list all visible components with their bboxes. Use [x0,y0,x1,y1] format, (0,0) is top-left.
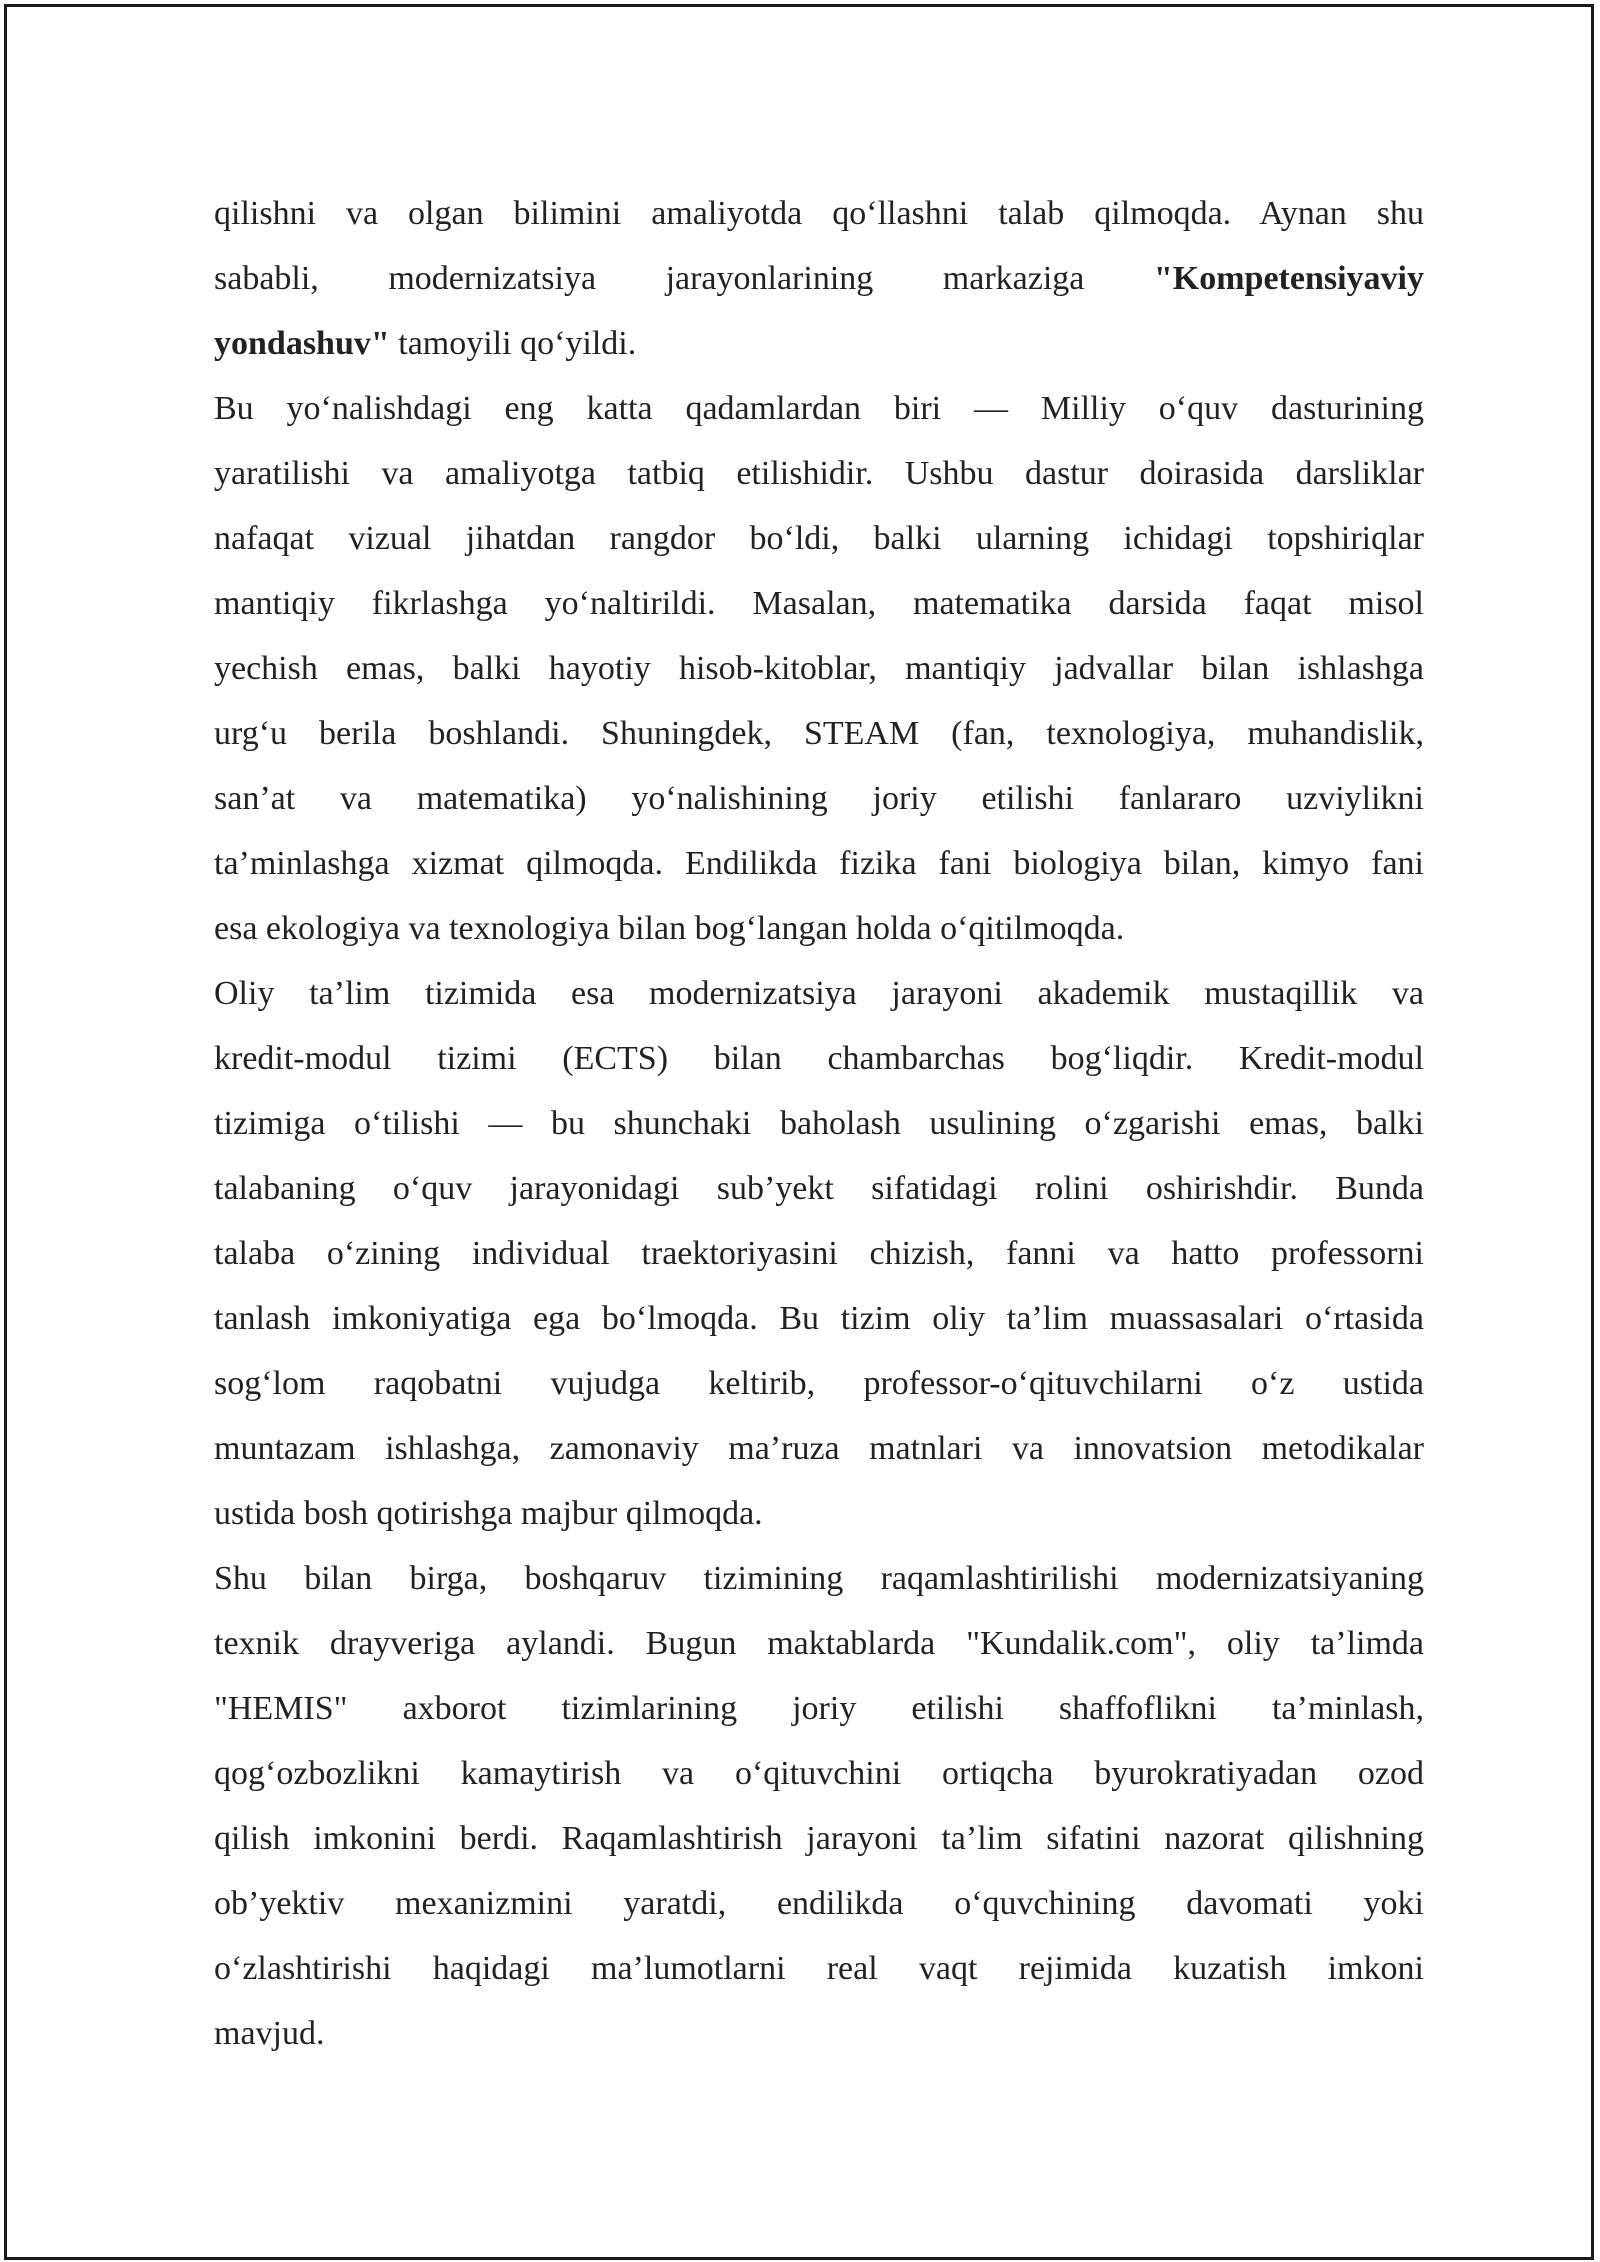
text-line [214,701,1424,766]
text-line [214,1936,1424,2001]
text-line [214,1286,1424,1351]
text-line [214,961,1424,1026]
text-line [214,1611,1424,1676]
text-run: Shu bilan birga, boshqaruv tizimining raqamlashtirilishi modernizatsiyaning [214,1560,1424,1597]
paragraph [214,961,1424,1546]
text-run: tizimiga o‘tilishi — bu shunchaki baholash usulining o‘zgarishi emas, balki [214,1105,1424,1142]
text-line [214,1091,1424,1156]
text-line [214,571,1424,636]
text-run: talaba o‘zining individual traektoriyasini chizish, fanni va hatto professorni [214,1235,1424,1272]
text-line [214,831,1424,896]
text-line [214,311,1424,376]
text-run: qilish imkonini berdi. Raqamlashtirish jarayoni ta’lim sifatini nazorat qilishning [214,1820,1424,1857]
text-line [214,1351,1424,1416]
text-run: "HEMIS" axborot tizimlarining joriy etilishi shaffoflikni ta’minlash, [214,1690,1424,1727]
text-run: urg‘u berila boshlandi. Shuningdek, STEAM (fan, texnologiya, muhandislik, [214,715,1424,752]
text-line [214,1871,1424,1936]
text-run: yechish emas, balki hayotiy hisob-kitoblar, mantiqiy jadvallar bilan ishlashga [214,650,1424,687]
text-line [214,896,1424,961]
text-line [214,766,1424,831]
text-line [214,1026,1424,1091]
text-run: tanlash imkoniyatiga ega bo‘lmoqda. Bu tizim oliy ta’lim muassasalari o‘rtasida [214,1300,1424,1337]
text-run: esa ekologiya va texnologiya bilan bog‘langan holda o‘qitilmoqda. [214,910,1125,947]
text-run: sababli, modernizatsiya jarayonlarining markaziga [214,260,1154,297]
text-line [214,1676,1424,1741]
text-line [214,506,1424,571]
text-run: ustida bosh qotirishga majbur qilmoqda. [214,1495,763,1532]
text-run: muntazam ishlashga, zamonaviy ma’ruza matnlari va innovatsion metodikalar [214,1430,1424,1467]
text-run: mantiqiy fikrlashga yo‘naltirildi. Masalan, matematika darsida faqat misol [214,585,1424,622]
paragraph [214,1546,1424,2066]
text-line [214,1741,1424,1806]
text-run: Oliy ta’lim tizimida esa modernizatsiya jarayoni akademik mustaqillik va [214,975,1424,1012]
text-run: yaratilishi va amaliyotga tatbiq etilishidir. Ushbu dastur doirasida darsliklar [214,455,1424,492]
text-run: talabaning o‘quv jarayonidagi sub’yekt sifatidagi rolini oshirishdir. Bunda [214,1170,1424,1207]
text-line [214,246,1424,311]
text-line [214,1546,1424,1611]
text-run: sog‘lom raqobatni vujudga keltirib, professor-o‘qituvchilarni o‘z ustida [214,1365,1424,1402]
text-line [214,2001,1424,2066]
text-run: ta’minlashga xizmat qilmoqda. Endilikda fizika fani biologiya bilan, kimyo fani [214,845,1424,882]
text-run: tamoyili qo‘yildi. [389,325,637,362]
text-run: mavjud. [214,2015,325,2052]
bold-term: "Kompetensiyaviy [1153,260,1424,297]
text-line [214,181,1424,246]
text-line [214,376,1424,441]
bold-term: yondashuv" [214,325,390,362]
text-run: nafaqat vizual jihatdan rangdor bo‘ldi, balki ularning ichidagi topshiriqlar [214,520,1424,557]
text-line [214,441,1424,506]
text-run: texnik drayveriga aylandi. Bugun maktablarda "Kundalik.com", oliy ta’limda [214,1625,1424,1662]
text-run: qilishni va olgan bilimini amaliyotda qo‘llashni talab qilmoqda. Aynan shu [214,195,1424,232]
text-line [214,1416,1424,1481]
text-line [214,1481,1424,1546]
text-run: o‘zlashtirishi haqidagi ma’lumotlarni real vaqt rejimida kuzatish imkoni [214,1950,1424,1987]
body-text [214,181,1424,2066]
text-run: san’at va matematika) yo‘nalishining joriy etilishi fanlararo uzviylikni [214,780,1424,817]
paragraph [214,376,1424,961]
text-line [214,1221,1424,1286]
text-run: qog‘ozbozlikni kamaytirish va o‘qituvchini ortiqcha byurokratiyadan ozod [214,1755,1424,1792]
text-run: Bu yo‘nalishdagi eng katta qadamlardan biri — Milliy o‘quv dasturining [214,390,1424,427]
paragraph [214,181,1424,376]
text-line [214,1806,1424,1871]
text-run: ob’yektiv mexanizmini yaratdi, endilikda o‘quvchining davomati yoki [214,1885,1424,1922]
text-run: kredit-modul tizimi (ECTS) bilan chambarchas bog‘liqdir. Kredit-modul [214,1040,1424,1077]
text-line [214,636,1424,701]
text-line [214,1156,1424,1221]
